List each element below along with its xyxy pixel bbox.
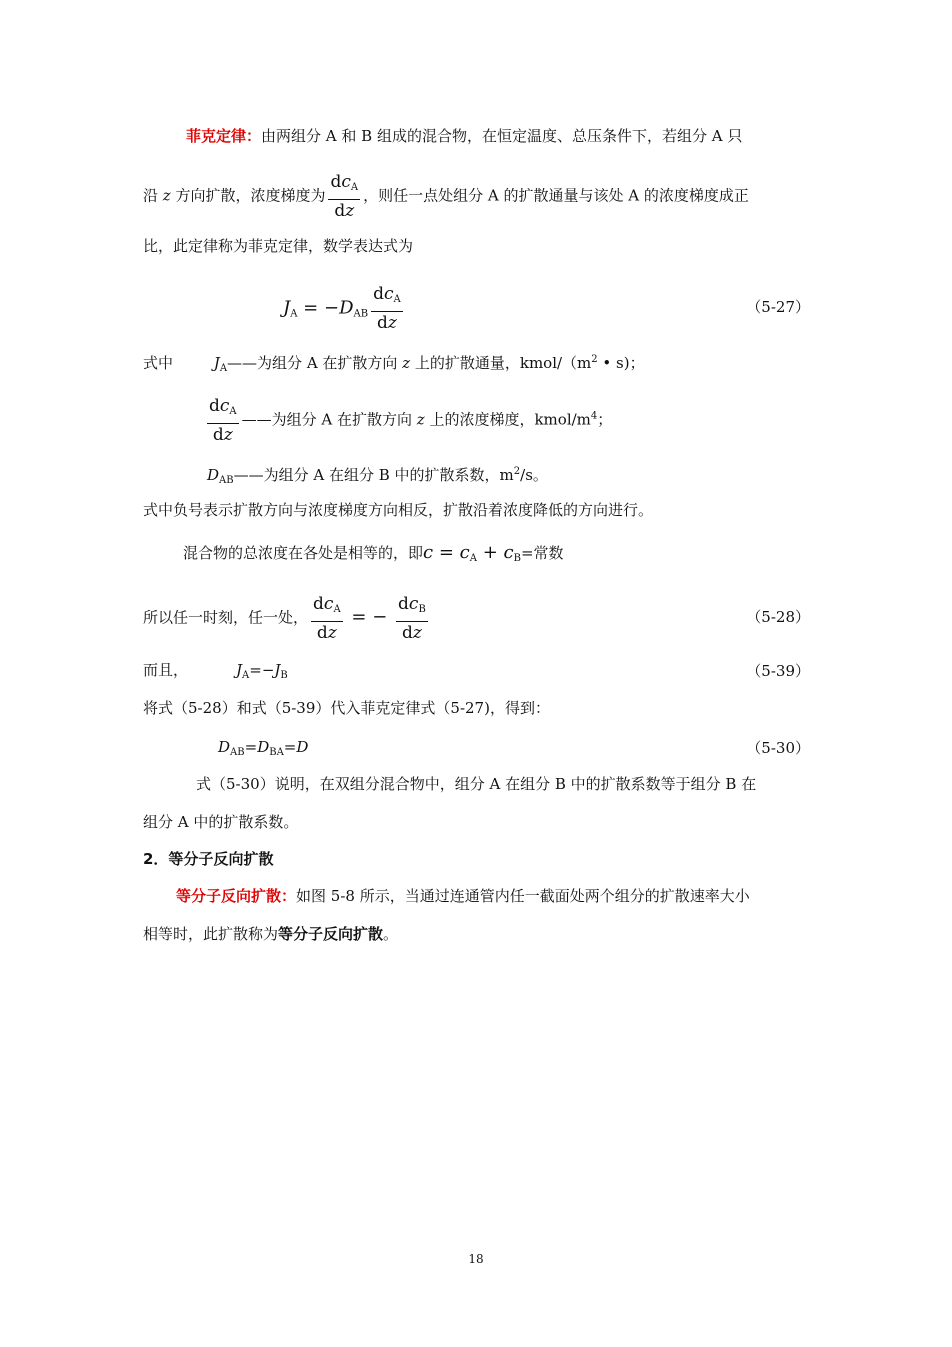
sub-BA: BA [269, 747, 284, 758]
frac-d: d [316, 623, 328, 643]
text-fragment: 上的扩散通量，kmol/（m [410, 354, 592, 372]
text-fragment: 混合物的总浓度在各处是相等的，即 [183, 544, 424, 562]
operator: = − [297, 297, 340, 319]
fick-law-text-1: 由两组分 A 和 B 组成的混合物，在恒定温度、总压条件下，若组分 A 只 [261, 127, 743, 145]
definition-gradient [204, 396, 612, 445]
frac-z: z [412, 623, 422, 643]
text-fragment: • s)； [597, 354, 645, 372]
definition-D [207, 462, 548, 491]
sup-4: 4 [590, 410, 598, 422]
equation-5-27 [283, 284, 406, 333]
equation-5-28 [143, 594, 431, 643]
fick-law-line-3 [143, 236, 413, 256]
operator: = [433, 542, 460, 563]
text-fragment: ——为组分 A 在扩散方向 [227, 354, 403, 372]
text-fragment: ——为组分 A 在扩散方向 [241, 410, 417, 429]
operator: + [476, 542, 504, 563]
fraction-dcA-dz [371, 284, 403, 333]
frac-d: d [330, 172, 342, 192]
text-fragment: 而且， [143, 661, 189, 679]
substitution-text: 将式（5-28）和式（5-39）代入菲克定律式（5-27)，得到： [143, 699, 550, 717]
sub-AB: AB [353, 308, 369, 320]
equimolar-bold: 等分子反向扩散 [278, 925, 384, 943]
equation-5-30 [218, 737, 308, 763]
operator: = [283, 738, 297, 756]
explanation-line-2: 组分 A 中的扩散系数。 [143, 813, 299, 831]
text-fragment: =常数 [520, 544, 564, 562]
text-fragment: 方向扩散，浓度梯度为 [170, 186, 326, 205]
sub-A: A [219, 363, 228, 374]
frac-z: z [345, 201, 355, 221]
var-z: z [416, 410, 425, 429]
operator: = [244, 738, 258, 756]
fraction-dcA-dz [207, 396, 239, 445]
equation-5-39 [143, 660, 288, 686]
frac-sub: A [350, 182, 359, 193]
sub-A: A [290, 308, 298, 320]
sup-2: 2 [513, 466, 521, 477]
fick-law-term: 菲克定律： [186, 127, 262, 145]
fraction-dcB-dz [396, 594, 428, 643]
equation-number-5-27: （5-27） [746, 298, 810, 316]
frac-d: d [313, 594, 324, 614]
var-J: J [283, 297, 291, 319]
var-D: D [339, 297, 354, 319]
operator: = − [345, 606, 394, 628]
frac-c: c [383, 284, 394, 304]
sub-AB: AB [230, 747, 245, 758]
page-number: 18 [468, 1252, 484, 1266]
sub-A: A [469, 553, 477, 564]
negative-sign-note: 式中负号表示扩散方向与浓度梯度方向相反，扩散沿着浓度降低的方向进行。 [143, 501, 654, 519]
var-c: c [503, 542, 514, 563]
frac-c: c [408, 594, 419, 614]
equimolar-term: 等分子反向扩散： [176, 887, 297, 905]
text-fragment: 。 [383, 925, 399, 943]
definition-J [143, 350, 645, 379]
var-c: c [423, 542, 434, 563]
frac-sub: A [333, 604, 341, 615]
frac-d: d [334, 201, 346, 221]
frac-d: d [209, 396, 220, 416]
text-fragment: 上的浓度梯度，kmol/m [424, 410, 591, 429]
text-fragment: 如图 5-8 所示，当通过连通管内任一截面处两个组分的扩散速率大小 [296, 887, 750, 905]
frac-sub: A [393, 294, 401, 305]
label-shizhong: 式中 [143, 354, 174, 372]
frac-sub: B [418, 604, 426, 615]
operator: =− [249, 661, 275, 679]
text-fragment: 所以任一时刻，任一处， [143, 608, 309, 627]
fick-law-line-1 [186, 126, 742, 146]
frac-d: d [212, 425, 224, 445]
frac-c: c [323, 594, 334, 614]
sub-AB: AB [219, 475, 234, 486]
text-fragment: ； [597, 410, 613, 429]
equimolar-line-1 [176, 886, 750, 906]
total-concentration [183, 543, 564, 569]
text-fragment: 沿 [143, 186, 163, 205]
frac-sub: A [229, 406, 237, 417]
var-J: J [236, 661, 243, 679]
sub-A: A [242, 670, 250, 681]
var-J: J [213, 354, 220, 372]
frac-z: z [223, 425, 233, 445]
frac-d: d [398, 594, 409, 614]
var-J: J [274, 661, 281, 679]
frac-z: z [387, 313, 397, 333]
sub-B: B [513, 553, 521, 564]
equimolar-line-2 [143, 924, 398, 944]
var-z: z [162, 186, 171, 205]
equation-number-5-39: （5-39） [746, 662, 810, 680]
fick-law-line-2 [143, 172, 749, 221]
var-D: D [218, 738, 231, 756]
equation-number-5-30: （5-30） [746, 739, 810, 757]
fraction-dcA-dz [311, 594, 343, 643]
frac-c: c [341, 172, 351, 192]
text-fragment: ，则任一点处组分 A 的扩散通量与该处 A 的浓度梯度成正 [363, 186, 749, 205]
text-fragment: 相等时，此扩散称为 [143, 925, 279, 943]
sup-2: 2 [591, 354, 598, 365]
var-z: z [402, 354, 411, 372]
var-D: D [296, 738, 309, 756]
var-D: D [207, 466, 220, 484]
text-fragment: ——为组分 A 在组分 B 中的扩散系数，m [233, 466, 514, 484]
equation-number-5-28: （5-28） [746, 608, 810, 626]
section-heading: 2．等分子反向扩散 [143, 850, 274, 868]
var-D: D [257, 738, 270, 756]
frac-d: d [401, 623, 413, 643]
fraction-dcA-dz [328, 172, 360, 221]
sub-B: B [280, 670, 288, 681]
frac-z: z [327, 623, 337, 643]
text-fragment: /s。 [520, 466, 548, 484]
frac-d: d [376, 313, 388, 333]
var-c: c [459, 542, 470, 563]
text-fragment: 比，此定律称为菲克定律，数学表达式为 [143, 237, 414, 255]
frac-c: c [219, 396, 230, 416]
frac-d: d [373, 284, 384, 304]
explanation-line-1: 式（5-30）说明，在双组分混合物中，组分 A 在组分 B 中的扩散系数等于组分 B 在 [196, 775, 757, 793]
